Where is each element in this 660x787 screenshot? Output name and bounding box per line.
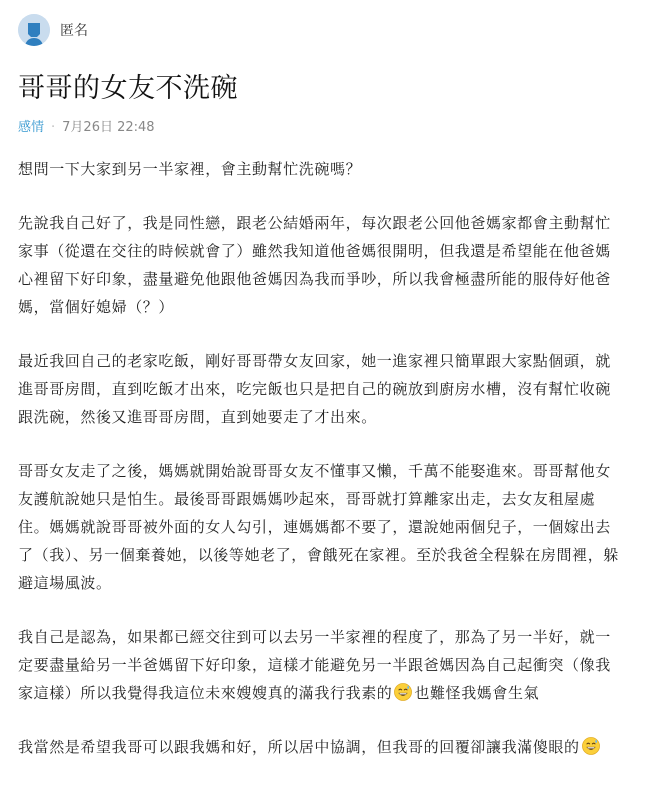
paragraph-6 <box>18 733 626 761</box>
post-content <box>18 155 626 787</box>
grinning-sweat-emoji-icon <box>582 737 600 755</box>
paragraph-1: 想問一下大家到另一半家裡，會主動幫忙洗碗嗎？ <box>18 160 362 178</box>
grinning-sweat-emoji-icon <box>394 683 412 701</box>
post-timestamp: 7月26日 22:48 <box>62 120 155 135</box>
post-author <box>18 14 88 46</box>
author-name: 匿名 <box>60 23 88 39</box>
meta-separator: · <box>51 120 56 135</box>
post-meta <box>18 116 155 135</box>
post-title: 哥哥的女友不洗碗 <box>18 73 238 104</box>
paragraph-4: 哥哥女友走了之後，媽媽就開始說哥哥女友不懂事又懶，千萬不能娶進來。哥哥幫他女友護航說她只是怕生。最後哥哥跟媽媽吵起來，哥哥就打算離家出走，去女友租屋處住。媽媽就說哥哥被外面的女人勾引，連媽媽都不要了，還說她兩個兒子，一個嫁出去了（我）、另一個棄養她，以後等她老了，會餓死在家裡。至於我爸全程躲在房間裡，躲避這場風波。 <box>18 462 619 592</box>
paragraph-5-text: 我自己是認為，如果都已經交往到可以去另一半家裡的程度了，那為了另一半好，就一定要盡量給另一半爸媽留下好印象，這樣才能避免另一半跟爸媽因為自己起衝突（像我家這樣）所以我覺得我這位未來嫂嫂真的滿我行我素的 <box>18 628 611 702</box>
paragraph-6-text: 我當然是希望我哥可以跟我媽和好，所以居中協調，但我哥的回覆卻讓我滿傻眼的 <box>18 738 580 756</box>
forum-link[interactable]: 感情 <box>18 120 45 135</box>
paragraph-3: 最近我回自己的老家吃飯，剛好哥哥帶女友回家，她一進家裡只簡單跟大家點個頭，就進哥哥房間，直到吃飯才出來，吃完飯也只是把自己的碗放到廚房水槽，沒有幫忙收碗跟洗碗，然後又進哥哥房間，直到她要走了才出來。 <box>18 352 611 426</box>
paragraph-5-tail: 也難怪我媽會生氣 <box>414 684 540 702</box>
paragraph-2: 先說我自己好了，我是同性戀，跟老公結婚兩年，每次跟老公回他爸媽家都會主動幫忙家事（從還在交往的時候就會了）雖然我知道他爸媽很開明，但我還是希望能在他爸媽心裡留下好印象，盡量避免他跟他爸媽因為我而爭吵，所以我會極盡所能的服侍好他爸媽，當個好媳婦（？） <box>18 214 611 316</box>
paragraph-5 <box>18 623 626 707</box>
anonymous-avatar-icon <box>18 14 50 46</box>
